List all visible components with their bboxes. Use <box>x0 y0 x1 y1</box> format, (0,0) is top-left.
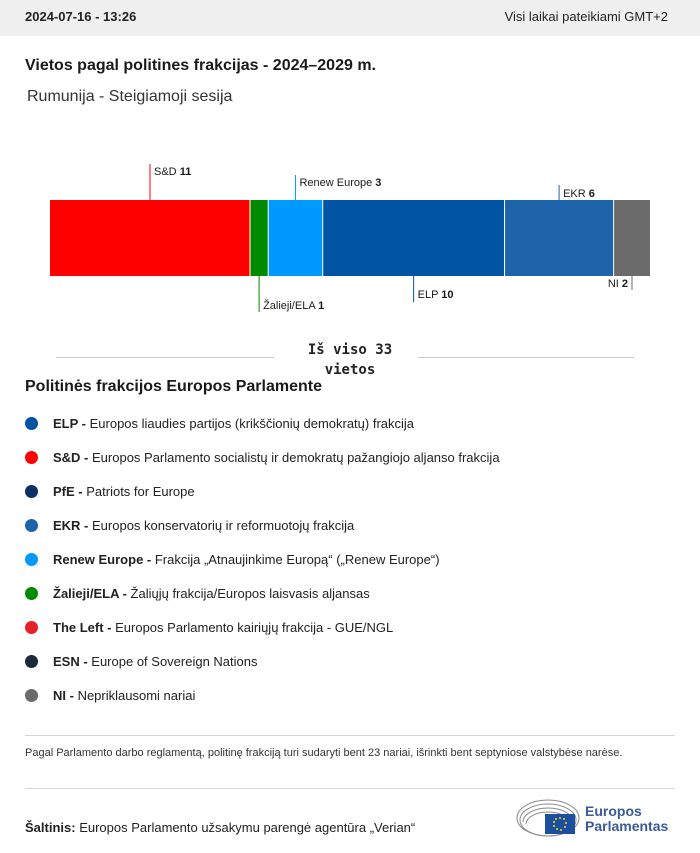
segment-label-seg-5 <box>608 278 628 290</box>
legend-abbr: The Left - <box>53 619 112 635</box>
source-line <box>25 820 415 835</box>
legend-abbr: ESN - <box>53 653 88 669</box>
bar-segment-seg-5 <box>614 200 650 276</box>
legend-dot <box>25 621 38 634</box>
total-seats <box>290 340 410 380</box>
segment-label-seg-2 <box>299 177 381 189</box>
legend-text <box>53 518 354 533</box>
legend-desc: Europos Parlamento socialistų ir demokratų pažangiojo aljanso frakcija <box>88 449 500 465</box>
bar-segment-seg-3 <box>323 200 505 276</box>
segment-label-seg-0 <box>154 166 191 178</box>
legend-item <box>25 508 685 542</box>
logo-line1: Europos <box>585 803 642 819</box>
legend-item <box>25 406 685 440</box>
legend-desc: Nepriklausomi nariai <box>73 687 196 703</box>
segment-label-name: EKR <box>563 188 589 200</box>
legend <box>25 406 685 712</box>
legend-item <box>25 542 685 576</box>
european-parliament-logo <box>515 796 685 838</box>
legend-abbr: S&D - <box>53 449 89 465</box>
legend-abbr: Žalieji/ELA - <box>53 585 127 601</box>
segment-label-name: S&D <box>154 166 180 178</box>
legend-desc: Europos konservatorių ir reformuotojų frakcija <box>88 517 355 533</box>
segment-label-value: 3 <box>375 177 382 189</box>
legend-text <box>53 688 195 703</box>
divider-bottom <box>25 788 675 789</box>
legend-dot <box>25 689 38 702</box>
total-seats-count: Iš viso 33 <box>307 342 393 358</box>
logo-line2: Parlamentas <box>585 818 669 834</box>
legend-dot <box>25 451 38 464</box>
legend-desc: Europos Parlamento kairiųjų frakcija - GUE/NGL <box>111 619 394 635</box>
legend-dot <box>25 485 38 498</box>
legend-desc: Europos liaudies partijos (krikščionių demokratų) frakcija <box>86 415 415 431</box>
legend-text <box>53 552 440 567</box>
legend-dot <box>25 519 38 532</box>
legend-text <box>53 416 414 431</box>
segment-label-seg-4 <box>563 188 595 200</box>
source-label: Šaltinis: <box>25 820 76 835</box>
source-text: Europos Parlamento užsakymu parengė agentūra „Verian“ <box>79 820 416 835</box>
legend-text <box>53 654 258 669</box>
chart-subtitle: Rumunija - Steigiamoji sesija <box>27 88 233 105</box>
legend-item <box>25 610 685 644</box>
legend-dot <box>25 587 38 600</box>
legend-desc: Frakcija „Atnaujinkime Europą“ („Renew Europe“) <box>151 551 440 567</box>
legend-desc: Patriots for Europe <box>82 483 195 499</box>
legend-dot <box>25 655 38 668</box>
legend-text <box>53 450 500 465</box>
segment-label-value: 6 <box>588 188 595 200</box>
segment-label-value: 2 <box>621 278 628 290</box>
divider-top <box>25 735 675 736</box>
legend-abbr: PfE - <box>53 483 83 499</box>
legend-title: Politinės frakcijos Europos Parlamente <box>25 378 322 395</box>
legend-text <box>53 484 195 499</box>
segment-label-name: Renew Europe <box>299 177 376 189</box>
bar-segment-seg-2 <box>268 200 323 276</box>
legend-abbr: ELP - <box>53 415 86 431</box>
legend-item <box>25 644 685 678</box>
legend-desc: Žaliųjų frakcija/Europos laisvasis aljansas <box>126 585 370 601</box>
segment-label-name: NI <box>607 278 622 290</box>
logo-text <box>585 804 668 834</box>
legend-text <box>53 586 370 601</box>
segment-label-name: ELP <box>417 289 442 301</box>
segment-label-value: 1 <box>318 300 325 312</box>
segment-label-seg-1 <box>263 299 324 312</box>
legend-item <box>25 474 685 508</box>
bar-segment-seg-4 <box>505 200 614 276</box>
legend-abbr: NI - <box>53 687 74 703</box>
timezone-note: Visi laikai pateikiami GMT+2 <box>504 9 668 24</box>
legend-text <box>53 620 393 635</box>
legend-abbr: Renew Europe - <box>53 551 152 567</box>
segment-label-value: 11 <box>179 166 192 178</box>
total-divider-right <box>418 357 634 358</box>
hemicycle-flag-icon <box>515 796 581 838</box>
total-seats-unit: vietos <box>324 362 376 378</box>
segment-label-value: 10 <box>441 289 454 301</box>
legend-desc: Europe of Sovereign Nations <box>87 653 258 669</box>
bar-segment-seg-1 <box>250 200 268 276</box>
segment-label-seg-3 <box>418 289 454 301</box>
legend-abbr: EKR - <box>53 517 89 533</box>
total-divider-left <box>56 357 274 358</box>
legend-item <box>25 576 685 610</box>
timestamp: 2024-07-16 - 13:26 <box>25 9 137 24</box>
legend-dot <box>25 417 38 430</box>
bar-segment-seg-0 <box>50 200 250 276</box>
seats-chart <box>0 150 700 330</box>
legend-item <box>25 678 685 712</box>
chart-title: Vietos pagal politines frakcijas - 2024–2029 m. <box>25 57 376 74</box>
legend-dot <box>25 553 38 566</box>
segment-label-name: Žalieji/ELA <box>263 300 319 312</box>
top-bar <box>0 0 700 36</box>
legend-item <box>25 440 685 474</box>
footnote: Pagal Parlamento darbo reglamentą, politinę frakciją turi sudaryti bent 23 nariai, išrinkti bent septyniose valstybėse narėse. <box>25 747 623 759</box>
